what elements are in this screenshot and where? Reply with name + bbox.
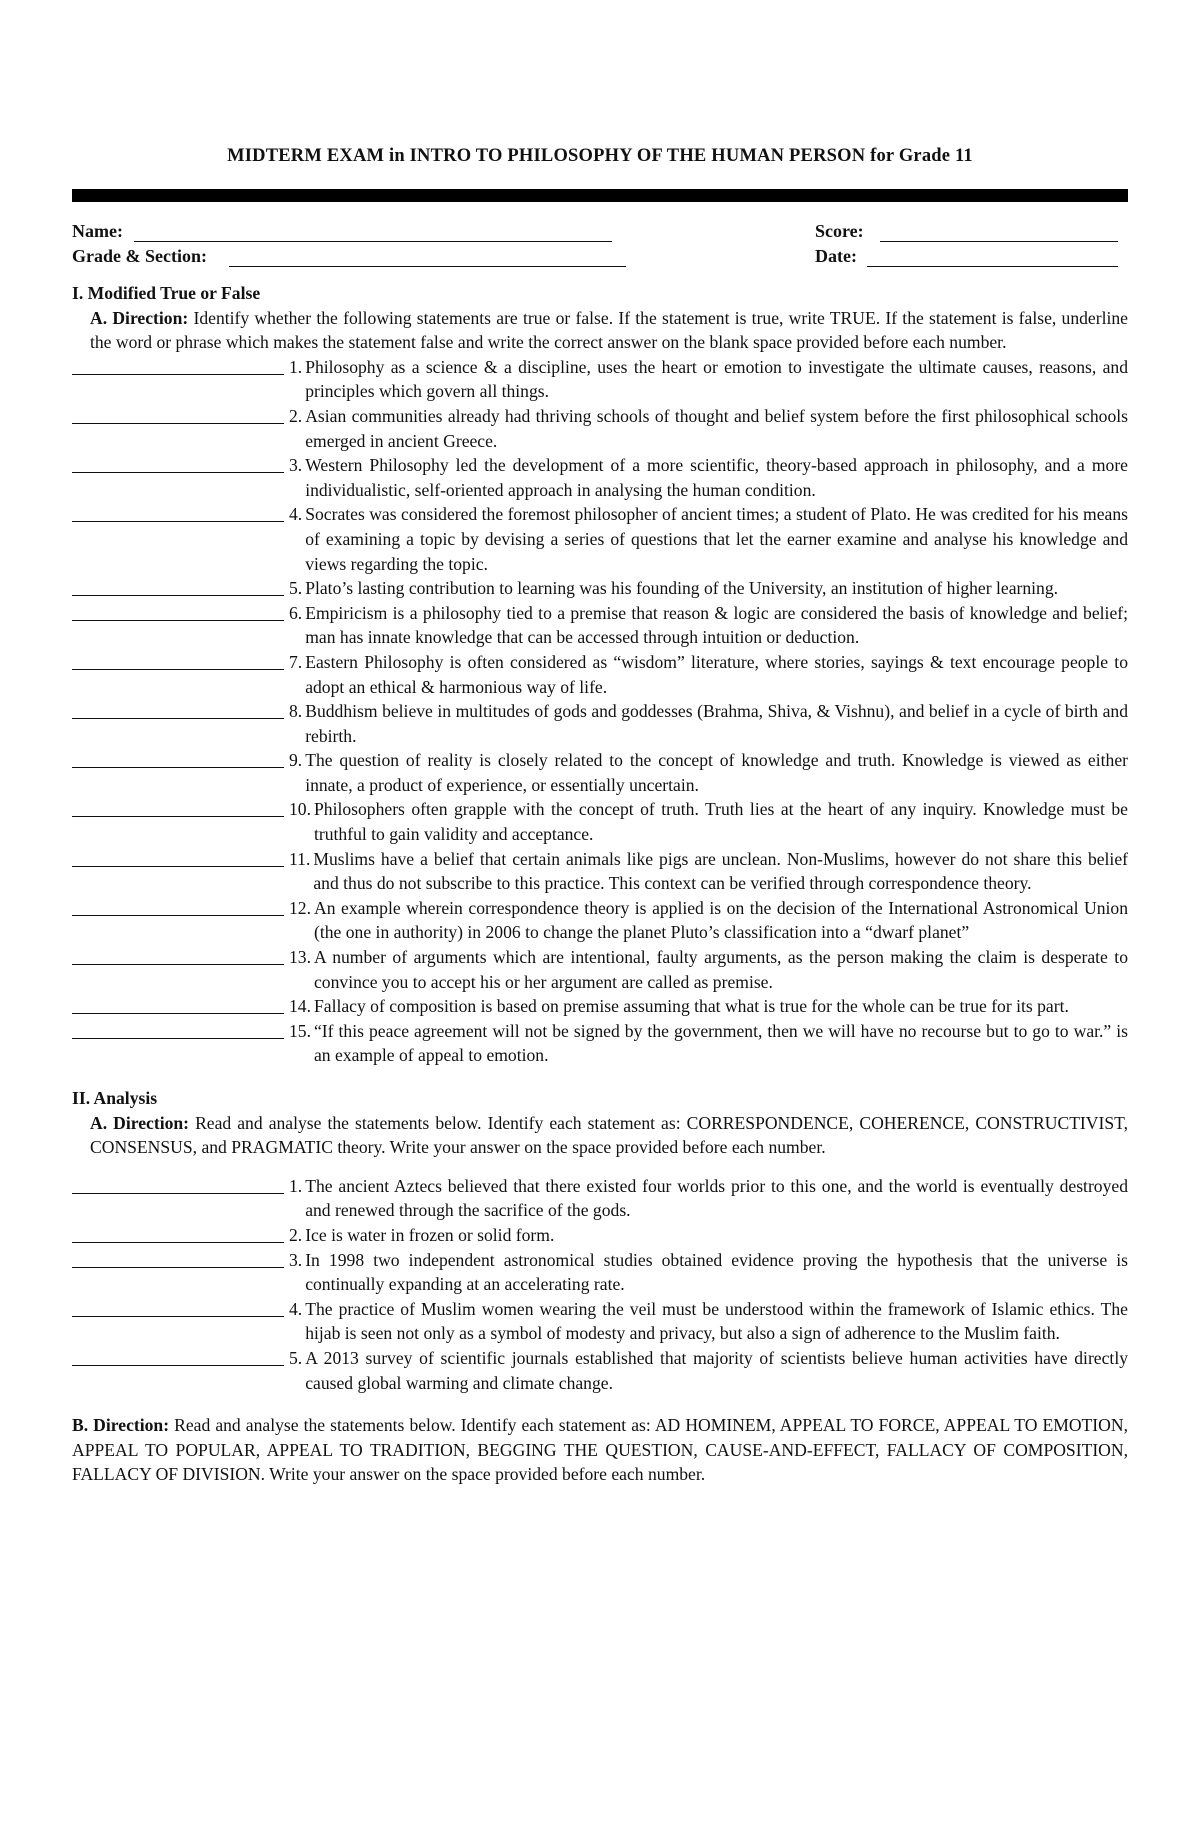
question-number: 3.	[289, 1249, 303, 1270]
answer-blank[interactable]	[72, 1248, 284, 1268]
question-item	[72, 1019, 1128, 1068]
question-number: 8.	[289, 701, 303, 722]
question-text: Philosophers often grapple with the concept of truth. Truth lies at the heart of any inquiry. Knowledge must be truthful to gain validity and acceptance.	[314, 799, 1128, 845]
question-item	[72, 945, 1128, 994]
question-item	[72, 994, 1128, 1019]
question-number: 7.	[289, 651, 303, 672]
part2-direction	[72, 1111, 1128, 1160]
question-text: In 1998 two independent astronomical studies obtained evidence proving the hypothesis that the universe is continually expanding at an accelerating rate.	[305, 1249, 1128, 1295]
question-number: 6.	[289, 602, 303, 623]
question-text: “If this peace agreement will not be signed by the government, then we will have no recourse but to go to war.” is an example of appeal to emotion.	[314, 1020, 1128, 1066]
question-number: 11.	[289, 848, 311, 869]
question-number: 14.	[289, 996, 311, 1017]
question-text: Muslims have a belief that certain animals like pigs are unclean. Non-Muslims, however do not share this belief and thus do not subscribe to this practice. This context can be verified through correspondence theory.	[313, 848, 1128, 894]
question-item	[72, 601, 1128, 650]
question-text: An example wherein correspondence theory is applied is on the decision of the International Astronomical Union (the one in authority) in 2006 to change the planet Pluto’s classification into a “dwarf planet”	[314, 897, 1128, 943]
answer-blank[interactable]	[72, 404, 284, 424]
question-number: 10.	[289, 799, 311, 820]
answer-blank[interactable]	[72, 650, 284, 670]
part2b-direction	[72, 1413, 1128, 1487]
part1-direction-text: Identify whether the following statements are true or false. If the statement is true, write TRUE. If the statement is false, underline the word or phrase which makes the statement false and write the correct answer on the blank space provided before each number.	[90, 307, 1128, 353]
answer-blank[interactable]	[72, 601, 284, 621]
question-item	[72, 797, 1128, 846]
answer-blank[interactable]	[72, 994, 284, 1014]
question-text: Asian communities already had thriving schools of thought and belief system before the first philosophical schools emerged in ancient Greece.	[305, 405, 1128, 451]
question-item	[72, 748, 1128, 797]
question-number: 5.	[289, 1347, 303, 1368]
question-item	[72, 453, 1128, 502]
question-number: 15.	[289, 1020, 311, 1041]
question-item	[72, 699, 1128, 748]
question-item	[72, 355, 1128, 404]
question-number: 1.	[289, 1175, 303, 1196]
question-item	[72, 1174, 1128, 1223]
question-text: A number of arguments which are intentional, faulty arguments, as the person making the claim is desperate to convince you to accept his or her argument are called as premise.	[314, 947, 1128, 992]
score-field[interactable]	[880, 241, 1118, 242]
question-text: Empiricism is a philosophy tied to a premise that reason & logic are considered the basis of knowledge and belief; man has innate knowledge that can be accessed through intuition or deduction.	[305, 602, 1128, 648]
part1-direction	[72, 306, 1128, 355]
question-number: 4.	[289, 1298, 303, 1319]
question-item	[72, 1248, 1128, 1297]
question-text: The practice of Muslim women wearing the veil must be understood within the framework of Islamic ethics. The hijab is seen not only as a symbol of modesty and privacy, but also a sign of adherence to the Muslim faith.	[305, 1298, 1128, 1344]
header-divider	[72, 189, 1128, 202]
part1-direction-label: A. Direction:	[90, 307, 189, 328]
part2b-direction-text: Read and analyse the statements below. Identify each statement as: AD HOMINEM, APPEAL TO FORCE, APPEAL TO EMOTION, APPEAL TO POPULAR, APPEAL TO TRADITION, BEGGING THE QUESTION, CAUSE-AND-EFFECT, FALLACY OF COMPOSITION, FALLACY OF DIVISION. Write your answer on the space provided before each number.	[72, 1415, 1128, 1485]
question-item	[72, 502, 1128, 576]
question-text: Socrates was considered the foremost philosopher of ancient times; a student of Plato. He was credited for his means of examining a topic by devising a series of questions that let the earner examine and analyse his knowledge and views regarding the topic.	[305, 504, 1128, 574]
answer-blank[interactable]	[72, 748, 284, 768]
part1-items	[72, 355, 1128, 1068]
answer-blank[interactable]	[72, 576, 284, 596]
question-number: 12.	[289, 897, 311, 918]
exam-content	[72, 281, 1128, 1487]
question-item	[72, 847, 1128, 896]
question-text: The ancient Aztecs believed that there existed four worlds prior to this one, and the world is eventually destroyed and renewed through the sacrifice of the gods.	[305, 1175, 1128, 1221]
answer-blank[interactable]	[72, 1346, 284, 1366]
name-field[interactable]	[134, 241, 612, 242]
grade-section-field[interactable]	[229, 266, 626, 267]
part1-heading: I. Modified True or False	[72, 283, 261, 303]
question-item	[72, 404, 1128, 453]
answer-blank[interactable]	[72, 1223, 284, 1243]
question-number: 9.	[289, 750, 303, 771]
question-number: 3.	[289, 455, 303, 476]
answer-blank[interactable]	[72, 797, 284, 817]
part2-items	[72, 1174, 1128, 1395]
question-item	[72, 576, 1128, 601]
exam-title: MIDTERM EXAM in INTRO TO PHILOSOPHY OF THE HUMAN PERSON for Grade 11	[227, 146, 973, 166]
question-item	[72, 1297, 1128, 1346]
question-text: Buddhism believe in multitudes of gods and goddesses (Brahma, Shiva, & Vishnu), and belief in a cycle of birth and rebirth.	[305, 701, 1128, 746]
part2-direction-text: Read and analyse the statements below. Identify each statement as: CORRESPONDENCE, COHERENCE, CONSTRUCTIVIST, CONSENSUS, and PRAGMATIC theory. Write your answer on the space provided before each number.	[90, 1112, 1128, 1158]
date-field[interactable]	[867, 266, 1118, 267]
question-number: 4.	[289, 504, 303, 525]
name-label: Name:	[72, 221, 123, 241]
part2b-direction-label: B. Direction:	[72, 1415, 170, 1436]
question-text: Eastern Philosophy is often considered as “wisdom” literature, where stories, sayings & text encourage people to adopt an ethical & harmonious way of life.	[305, 651, 1128, 697]
question-text: The question of reality is closely related to the concept of knowledge and truth. Knowledge is viewed as either innate, a product of experience, or essentially uncertain.	[305, 750, 1128, 795]
question-text: Ice is water in frozen or solid form.	[305, 1224, 555, 1245]
date-label: Date:	[815, 246, 857, 266]
answer-blank[interactable]	[72, 896, 284, 916]
answer-blank[interactable]	[72, 355, 284, 375]
question-text: Plato’s lasting contribution to learning was his founding of the University, an institution of higher learning.	[305, 578, 1059, 599]
question-number: 5.	[289, 578, 303, 599]
question-text: Philosophy as a science & a discipline, uses the heart or emotion to investigate the ultimate causes, reasons, and principles which govern all things.	[305, 356, 1128, 402]
question-text: Fallacy of composition is based on premise assuming that what is true for the whole can be true for its part.	[314, 996, 1069, 1017]
question-number: 2.	[289, 405, 303, 426]
answer-blank[interactable]	[72, 847, 284, 867]
answer-blank[interactable]	[72, 453, 284, 473]
part2-heading: II. Analysis	[72, 1088, 158, 1108]
score-label: Score:	[815, 221, 864, 241]
info-row-1	[72, 221, 1128, 245]
question-text: Western Philosophy led the development of a more scientific, theory-based approach in philosophy, and a more individualistic, self-oriented approach in analysing the human condition.	[305, 455, 1128, 500]
question-item	[72, 896, 1128, 945]
question-item	[72, 1346, 1128, 1395]
question-number: 13.	[289, 947, 311, 968]
part2-direction-label: A. Direction:	[90, 1112, 190, 1133]
answer-blank[interactable]	[72, 1019, 284, 1039]
question-text: A 2013 survey of scientific journals established that majority of scientists believe human activities have directly caused global warming and climate change.	[305, 1347, 1128, 1393]
grade-section-label: Grade & Section:	[72, 246, 207, 266]
question-item	[72, 1223, 1128, 1248]
question-number: 1.	[289, 356, 303, 377]
answer-blank[interactable]	[72, 699, 284, 719]
question-item	[72, 650, 1128, 699]
answer-blank[interactable]	[72, 502, 284, 522]
answer-blank[interactable]	[72, 1297, 284, 1317]
answer-blank[interactable]	[72, 1174, 284, 1194]
answer-blank[interactable]	[72, 945, 284, 965]
question-number: 2.	[289, 1224, 303, 1245]
info-row-2	[72, 246, 1128, 270]
